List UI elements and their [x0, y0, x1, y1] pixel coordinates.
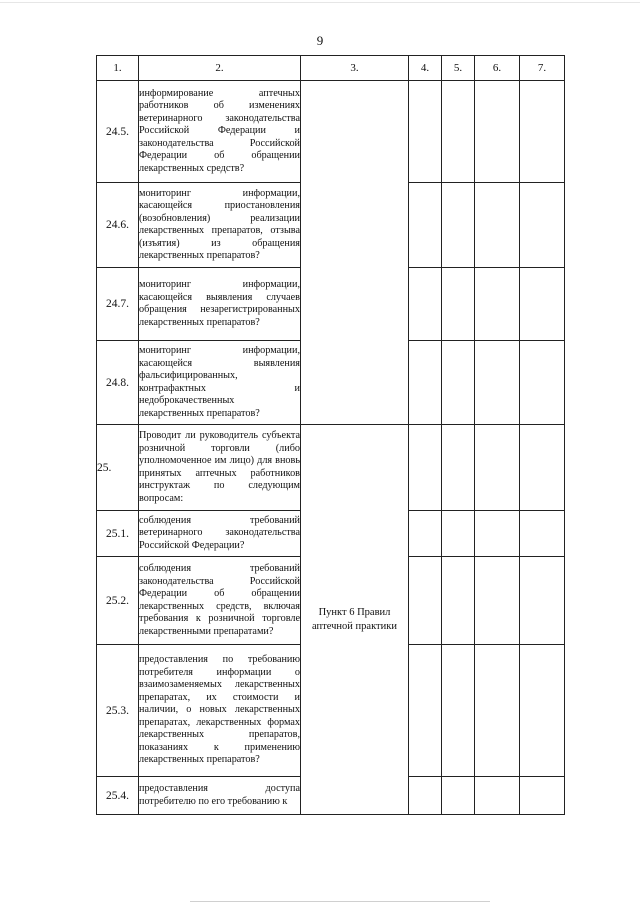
- column-header-5: 5.: [442, 56, 475, 81]
- header-row: [97, 56, 565, 81]
- answer-cell-no[interactable]: [442, 425, 475, 511]
- answer-cell-yes[interactable]: [409, 777, 442, 815]
- checklist-table: [96, 55, 565, 815]
- row-question: Проводит ли руководитель субъекта розничной торговли (либо уполномоченное им лицо) для вновь принятых аптечных работников инструктаж по следующим вопросам:: [139, 425, 301, 511]
- row-question: информирование аптечных работников об изменениях ветеринарного законодательства Российской Федерации и законодательства Российской Федерации об обращении лекарственных средств?: [139, 81, 301, 183]
- answer-cell-na[interactable]: [475, 183, 520, 268]
- row-number: 25.: [97, 425, 139, 511]
- answer-cell-yes[interactable]: [409, 183, 442, 268]
- answer-cell-na[interactable]: [475, 268, 520, 341]
- row-question: соблюдения требований ветеринарного законодательства Российской Федерации?: [139, 511, 301, 557]
- row-question: предоставления доступа потребителю по его требованию к: [139, 777, 301, 815]
- answer-cell-no[interactable]: [442, 777, 475, 815]
- requirement-reference-empty: [301, 81, 409, 425]
- answer-cell-yes[interactable]: [409, 511, 442, 557]
- row-number: 24.5.: [97, 81, 139, 183]
- row-number: 24.7.: [97, 268, 139, 341]
- note-cell[interactable]: [520, 777, 565, 815]
- table-row: [97, 81, 565, 183]
- answer-cell-yes[interactable]: [409, 81, 442, 183]
- answer-cell-no[interactable]: [442, 341, 475, 425]
- answer-cell-yes[interactable]: [409, 557, 442, 645]
- row-question: мониторинг информации, касающейся выявления фальсифицированных, контрафактных и недоброкачественных лекарственных препаратов?: [139, 341, 301, 425]
- requirement-reference: Пункт 6 Правил аптечной практики: [301, 425, 409, 815]
- row-question: соблюдения требований законодательства Российской Федерации об обращении лекарственных средств, включая требования к розничной торговле лекарственными препаратами?: [139, 557, 301, 645]
- answer-cell-no[interactable]: [442, 557, 475, 645]
- answer-cell-no[interactable]: [442, 268, 475, 341]
- scan-bottom-edge: [190, 901, 490, 902]
- column-header-6: 6.: [475, 56, 520, 81]
- row-question: мониторинг информации, касающейся выявления случаев обращения незарегистрированных лекарственных препаратов?: [139, 268, 301, 341]
- answer-cell-no[interactable]: [442, 511, 475, 557]
- answer-cell-yes[interactable]: [409, 268, 442, 341]
- row-number: 24.8.: [97, 341, 139, 425]
- answer-cell-na[interactable]: [475, 341, 520, 425]
- column-header-3: 3.: [301, 56, 409, 81]
- answer-cell-na[interactable]: [475, 511, 520, 557]
- note-cell[interactable]: [520, 183, 565, 268]
- row-number: 25.3.: [97, 645, 139, 777]
- row-question: предоставления по требованию потребителя информации о взаимозаменяемых лекарственных препаратах, их стоимости и наличии, о новых лекарственных препаратах, лекарственных формах лекарственных препаратов, показаниях к применению лекарственных препаратов?: [139, 645, 301, 777]
- answer-cell-no[interactable]: [442, 183, 475, 268]
- note-cell[interactable]: [520, 511, 565, 557]
- answer-cell-yes[interactable]: [409, 425, 442, 511]
- answer-cell-no[interactable]: [442, 645, 475, 777]
- note-cell[interactable]: [520, 268, 565, 341]
- row-number: 25.1.: [97, 511, 139, 557]
- answer-cell-na[interactable]: [475, 777, 520, 815]
- scan-top-edge: [0, 2, 640, 3]
- column-header-7: 7.: [520, 56, 565, 81]
- row-question: мониторинг информации, касающейся приостановления (возобновления) реализации лекарственных препаратов, отзыва (изъятия) из обращения лекарственных препаратов?: [139, 183, 301, 268]
- note-cell[interactable]: [520, 645, 565, 777]
- table-row: [97, 425, 565, 511]
- answer-cell-na[interactable]: [475, 81, 520, 183]
- answer-cell-na[interactable]: [475, 557, 520, 645]
- answer-cell-na[interactable]: [475, 645, 520, 777]
- answer-cell-no[interactable]: [442, 81, 475, 183]
- note-cell[interactable]: [520, 81, 565, 183]
- note-cell[interactable]: [520, 557, 565, 645]
- page-number: 9: [316, 33, 324, 48]
- answer-cell-na[interactable]: [475, 425, 520, 511]
- note-cell[interactable]: [520, 341, 565, 425]
- answer-cell-yes[interactable]: [409, 645, 442, 777]
- note-cell[interactable]: [520, 425, 565, 511]
- column-header-2: 2.: [139, 56, 301, 81]
- row-number: 24.6.: [97, 183, 139, 268]
- row-number: 25.2.: [97, 557, 139, 645]
- answer-cell-yes[interactable]: [409, 341, 442, 425]
- column-header-4: 4.: [409, 56, 442, 81]
- column-header-1: 1.: [97, 56, 139, 81]
- row-number: 25.4.: [97, 777, 139, 815]
